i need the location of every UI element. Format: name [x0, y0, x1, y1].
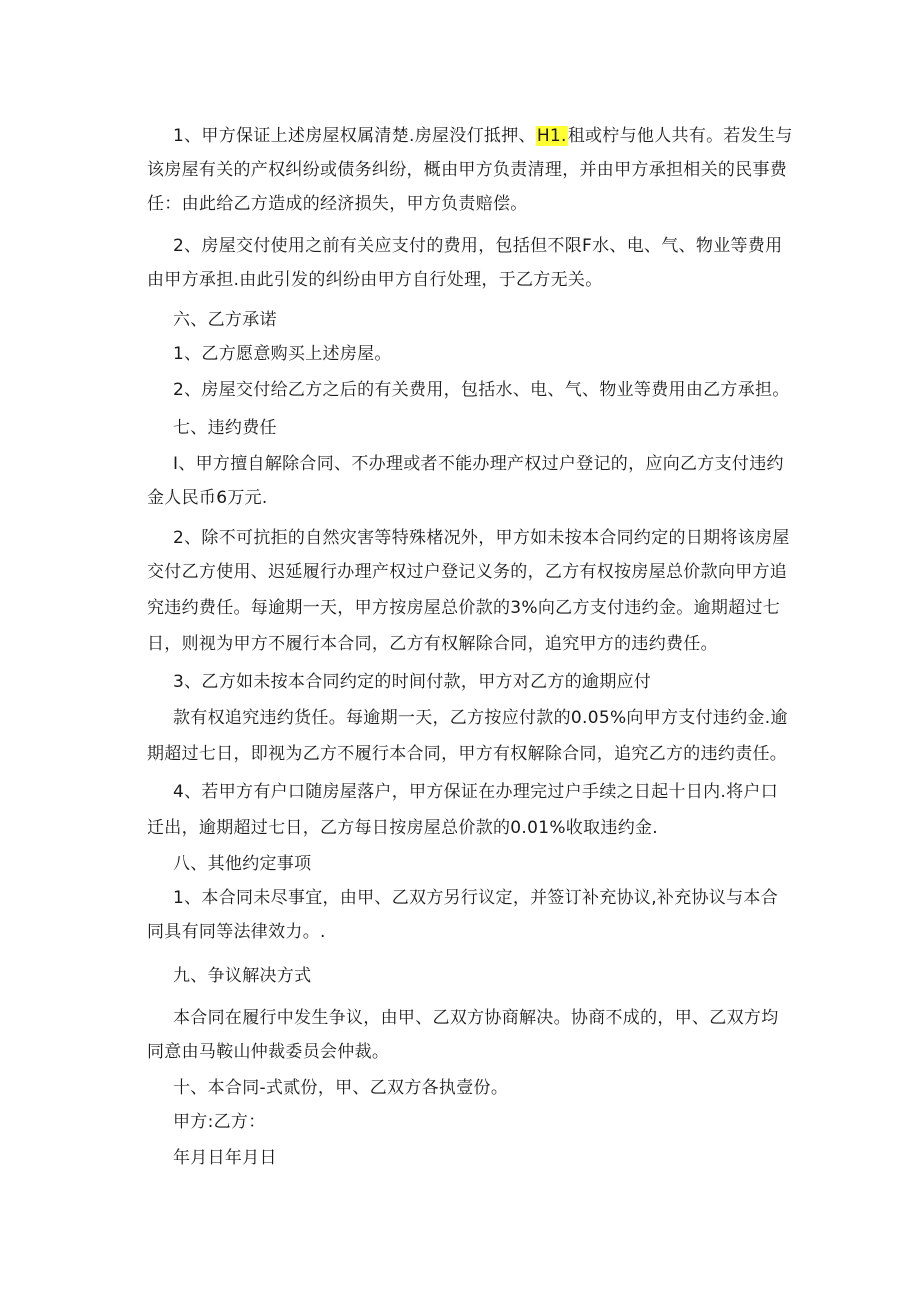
- section-heading-6: 六、乙方承诺: [173, 310, 277, 330]
- line-1-post: 租或柠与他人共有。若发生与: [567, 126, 793, 146]
- section-heading-8: 八、其他约定事项: [173, 854, 312, 874]
- line-13: 交付乙方使用、迟延履行办理产权过户登记义务的，乙方有权按房屋总价款向甲方追: [147, 562, 788, 582]
- line-17: 款有权追究违约货任。每逾期一天，乙方按应付款的0.05%向甲方支付违约金.逾: [173, 708, 788, 728]
- line-7: 1、乙方愿意购买上述房屋。: [173, 344, 392, 364]
- line-3: 任：由此给乙方造成的经济损失，甲方负责赔偿。: [147, 194, 528, 214]
- line-5: 由甲方承担.由此引发的纠纷由甲方自行处理，于乙方无关。: [147, 270, 603, 290]
- section-heading-10: 十、本合同-式贰份，甲、乙双方各执壹份。: [173, 1078, 509, 1098]
- section-heading-7: 七、违约费任: [173, 418, 277, 438]
- line-14: 究违约费任。每逾期一天，甲方按房屋总价款的3%向乙方支付违约金。逾期超过七: [147, 598, 781, 618]
- line-22: 1、本合同未尽事宜，由甲、乙双方另行议定，并签订补充协议,补充协议与本合: [173, 888, 779, 908]
- line-8: 2、房屋交付给乙方之后的有关费用，包括水、电、气、物业等费用由乙方承担。: [173, 380, 790, 400]
- line-15: 日，则视为甲方不履行本合同，乙方有权解除合同，追究甲方的违约费任。: [147, 634, 718, 654]
- signature-parties: 甲方:乙方：: [173, 1112, 266, 1132]
- signature-dates: 年月日年月日: [173, 1148, 277, 1168]
- line-26: 同意由马鞍山仲裁委员会仲裁。: [147, 1042, 390, 1062]
- line-4: 2、房屋交付使用之前有关应支付的费用，包括但不限F水、电、气、物业等费用: [173, 236, 783, 256]
- line-20: 迁出，逾期超过七日，乙方每日按房屋总价款的0.01%收取违约金.: [147, 818, 659, 838]
- line-2: 该房屋有关的产权纠纷或债务纠纷，概由甲方负责清理，并由甲方承担相关的民事费: [147, 160, 788, 180]
- line-1-pre: 1、甲方保证上述房屋权属清楚.房屋没仃抵押、: [173, 126, 536, 146]
- highlighted-text: H1.: [536, 126, 567, 146]
- section-heading-9: 九、争议解决方式: [173, 966, 312, 986]
- line-1: [173, 124, 793, 148]
- line-12: 2、除不可抗拒的自然灾害等特殊楮况外，甲方如未按本合同约定的日期将该房屋: [173, 528, 790, 548]
- line-25: 本合同在履行中发生争议，由甲、乙双方协商解决。协商不成的，甲、乙双方均: [173, 1008, 779, 1028]
- line-10: I、甲方擅自解除合同、不办理或者不能办理产权过户登记的，应向乙方支付违约: [173, 454, 784, 474]
- line-16: 3、乙方如未按本合同约定的时间付款，甲方对乙方的逾期应付: [173, 672, 652, 692]
- line-18: 期超过七日，即视为乙方不履行本合同，甲方有权解除合同，追究乙方的违约责任。: [147, 744, 788, 764]
- line-19: 4、若甲方有户口随房屋落户，甲方保证在办理完过户手续之日起十日内.将户口: [173, 782, 779, 802]
- line-23: 同具有同等法律效力。.: [147, 922, 326, 942]
- line-11: 金人民币6万元.: [147, 488, 268, 508]
